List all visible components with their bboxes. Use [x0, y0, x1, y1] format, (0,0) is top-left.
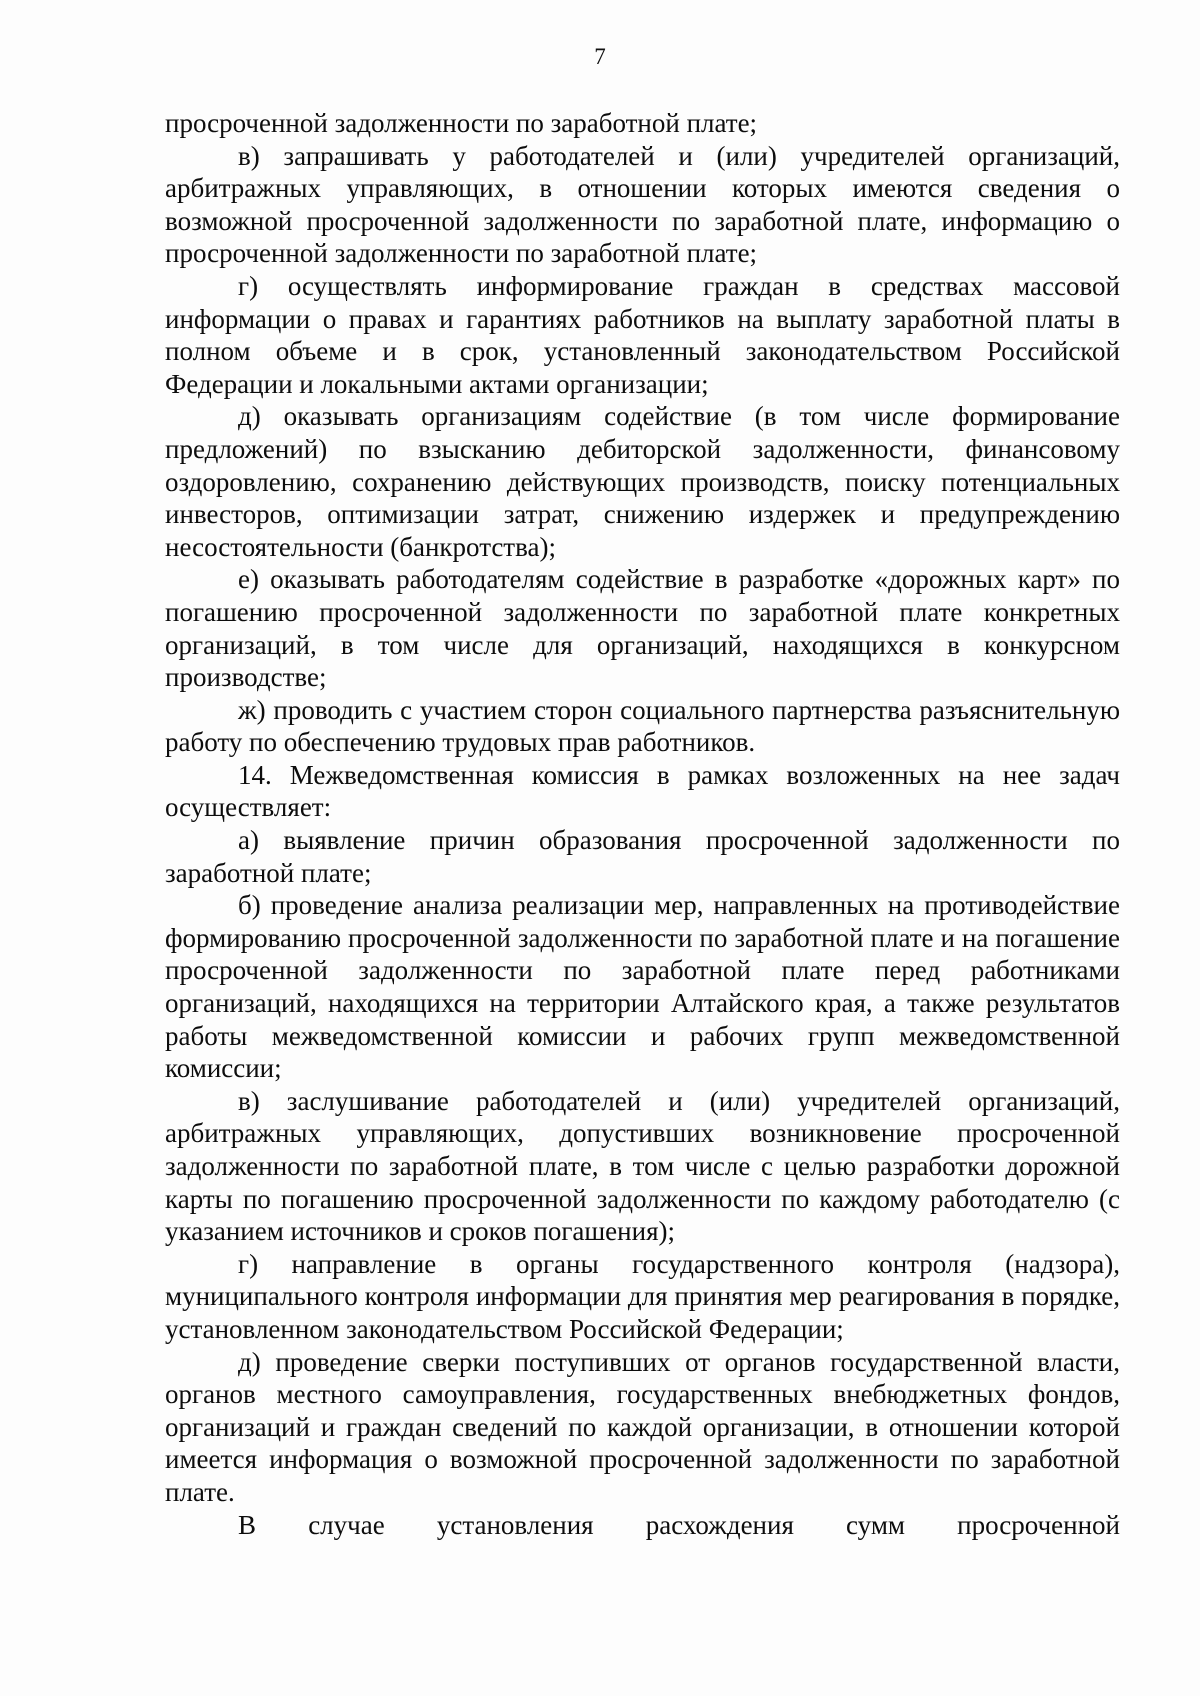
paragraph-item-a: а) выявление причин образования просроченной задолженности по заработной плате;	[165, 825, 1120, 888]
document-body	[165, 107, 1120, 1541]
paragraph-item-d-2: д) проведение сверки поступивших от органов государственной власти, органов местного самоуправления, государственных внебюджетных фондов, организаций и граждан сведений по каждой организации, в отношении которой имеется информация о возможной просроченной задолженности по заработной плате.	[165, 1346, 1120, 1507]
paragraph-section-14: 14. Межведомственная комиссия в рамках возложенных на нее задач осуществляет:	[165, 759, 1120, 823]
paragraph-item-v-2: в) заслушивание работодателей и (или) учредителей организаций, арбитражных управляющих, допустивших возникновение просроченной задолженности по заработной плате, в том числе с целью разработки дорожной карты по погашению просроченной задолженности по каждому работодателю (с указанием источников и сроков погашения);	[165, 1085, 1120, 1247]
paragraph-item-d: д) оказывать организациям содействие (в том числе формирование предложений) по взысканию дебиторской задолженности, финансовому оздоровлению, сохранению действующих производств, поиску потенциальных инвесторов, оптимизации затрат, снижению издержек и предупреждению несостоятельности (банкротства);	[165, 401, 1120, 562]
paragraph-item-g-2: г) направление в органы государственного контроля (надзора), муниципального контроля информации для принятия мер реагирования в порядке, установленном законодательством Российской Федерации;	[165, 1248, 1120, 1344]
paragraph-item-b: б) проведение анализа реализации мер, направленных на противодействие формированию просроченной задолженности по заработной плате и на погашение просроченной задолженности по заработной плате перед работниками организаций, находящихся на территории Алтайского края, а также результатов работы межведомственной комиссии и рабочих групп межведомственной комиссии;	[165, 890, 1120, 1084]
paragraph-item-zh: ж) проводить с участием сторон социального партнерства разъяснительную работу по обеспечению трудовых прав работников.	[165, 694, 1120, 758]
page-number: 7	[594, 44, 606, 69]
paragraph-final: В случае установления расхождения сумм просроченной	[238, 1509, 1120, 1540]
paragraph-item-e: е) оказывать работодателям содействие в разработке «дорожных карт» по погашению просроченной задолженности по заработной плате конкретных организаций, в том числе для организаций, находящихся в конкурсном производстве;	[165, 564, 1120, 693]
paragraph-item-v: в) запрашивать у работодателей и (или) учредителей организаций, арбитражных управляющих, в отношении которых имеются сведения о возможной просроченной задолженности по заработной плате, информацию о просроченной задолженности по заработной плате;	[165, 140, 1120, 269]
paragraph-continuation: просроченной задолженности по заработной плате;	[165, 108, 758, 138]
paragraph-item-g: г) осуществлять информирование граждан в средствах массовой информации о правах и гарантиях работников на выплату заработной платы в полном объеме и в срок, установленный законодательством Российской Федерации и локальными актами организации;	[165, 270, 1120, 399]
